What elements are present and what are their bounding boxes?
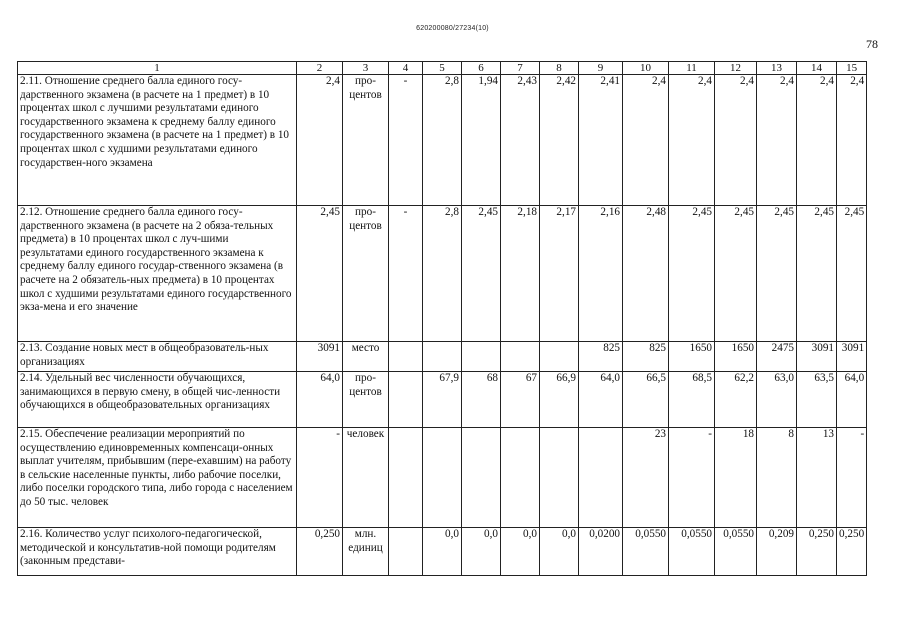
value-cell: 2,42: [540, 75, 579, 206]
value-cell: 0,0: [423, 528, 462, 576]
base-value-cell: 64,0: [297, 372, 343, 428]
value-cell: [423, 428, 462, 528]
header-cell: 12: [715, 62, 757, 75]
column-4-cell: -: [389, 75, 423, 206]
header-cell: 13: [757, 62, 797, 75]
value-cell: 63,0: [757, 372, 797, 428]
value-cell: 67,9: [423, 372, 462, 428]
header-row: [18, 62, 867, 75]
header-cell: 7: [501, 62, 540, 75]
header-cell: 6: [462, 62, 501, 75]
value-cell: 68: [462, 372, 501, 428]
value-cell: [462, 428, 501, 528]
indicators-table: [17, 61, 867, 576]
indicator-description: 2.14. Удельный вес численности обучающихся, занимающихся в первую смену, в общей чис-ленности обучающихся в общеобразовательных организациях: [18, 372, 297, 428]
value-cell: 2,48: [623, 206, 669, 342]
table-row: [18, 528, 867, 576]
value-cell: 1650: [669, 342, 715, 372]
header-cell: 15: [837, 62, 867, 75]
unit-cell: про-центов: [343, 75, 389, 206]
column-4-cell: [389, 528, 423, 576]
unit-cell: про-центов: [343, 206, 389, 342]
unit-cell: человек: [343, 428, 389, 528]
base-value-cell: 3091: [297, 342, 343, 372]
value-cell: 3091: [837, 342, 867, 372]
value-cell: 0,0200: [579, 528, 623, 576]
value-cell: 0,0: [501, 528, 540, 576]
value-cell: 2475: [757, 342, 797, 372]
column-4-cell: [389, 428, 423, 528]
table-row: [18, 372, 867, 428]
unit-cell: место: [343, 342, 389, 372]
value-cell: 2,45: [797, 206, 837, 342]
value-cell: [501, 342, 540, 372]
base-value-cell: 2,4: [297, 75, 343, 206]
header-cell: 4: [389, 62, 423, 75]
value-cell: 67: [501, 372, 540, 428]
value-cell: [423, 342, 462, 372]
value-cell: 0,209: [757, 528, 797, 576]
header-cell: 1: [18, 62, 297, 75]
column-4-cell: [389, 372, 423, 428]
value-cell: 0,0: [540, 528, 579, 576]
value-cell: 2,41: [579, 75, 623, 206]
value-cell: 23: [623, 428, 669, 528]
value-cell: 18: [715, 428, 757, 528]
value-cell: 0,0: [462, 528, 501, 576]
value-cell: 2,4: [669, 75, 715, 206]
unit-cell: млн. единиц: [343, 528, 389, 576]
value-cell: 64,0: [837, 372, 867, 428]
header-cell: 14: [797, 62, 837, 75]
value-cell: 0,250: [837, 528, 867, 576]
value-cell: [579, 428, 623, 528]
value-cell: 2,45: [837, 206, 867, 342]
value-cell: 2,4: [797, 75, 837, 206]
value-cell: 64,0: [579, 372, 623, 428]
value-cell: 2,45: [757, 206, 797, 342]
header-cell: 11: [669, 62, 715, 75]
indicator-description: 2.12. Отношение среднего балла единого госу-дарственного экзамена (в расчете на 2 обяза-тельных предмета) в 10 процентах школ с луч-шими результатами единого государственного экзамена к среднему баллу единого государ-ственного экзамена (в расчете на 2 обязатель-ных предмета) в 10 процентах школ с худшими результатами единого государственного экза-мена и его значение: [18, 206, 297, 342]
header-cell: 9: [579, 62, 623, 75]
value-cell: 8: [757, 428, 797, 528]
indicator-description: 2.13. Создание новых мест в общеобразователь-ных организациях: [18, 342, 297, 372]
value-cell: 825: [623, 342, 669, 372]
indicator-description: 2.16. Количество услуг психолого-педагогической, методической и консультатив-ной помощи родителям (законным представи-: [18, 528, 297, 576]
document-code: 620200080/27234(10): [416, 25, 489, 32]
table-body: [18, 62, 867, 576]
table-row: [18, 342, 867, 372]
value-cell: 2,45: [462, 206, 501, 342]
value-cell: 825: [579, 342, 623, 372]
value-cell: 2,17: [540, 206, 579, 342]
value-cell: 1650: [715, 342, 757, 372]
header-cell: 5: [423, 62, 462, 75]
value-cell: 2,4: [623, 75, 669, 206]
value-cell: 2,45: [715, 206, 757, 342]
indicator-description: 2.15. Обеспечение реализации мероприятий по осуществлению единовременных компенсаци-онных выплат учителям, прибывшим (пере-ехавшим) на работу в сельские населенные пункты, либо рабочие поселки, либо поселки городского типа, либо города с населением до 50 тыс. человек: [18, 428, 297, 528]
value-cell: 0,0550: [623, 528, 669, 576]
value-cell: 2,8: [423, 75, 462, 206]
value-cell: 66,5: [623, 372, 669, 428]
value-cell: 66,9: [540, 372, 579, 428]
header-cell: 10: [623, 62, 669, 75]
indicator-description: 2.11. Отношение среднего балла единого госу-дарственного экзамена (в расчете на 1 предмет) в 10 процентах школ с лучшими результатами единого государственного экзамена к среднему баллу единого государственного экзамена (в расчете на 1 предмет) в 10 процентах школ с худшими результатами единого государствен-ного экзамена: [18, 75, 297, 206]
value-cell: 1,94: [462, 75, 501, 206]
base-value-cell: 2,45: [297, 206, 343, 342]
value-cell: [501, 428, 540, 528]
unit-cell: про-центов: [343, 372, 389, 428]
value-cell: 2,16: [579, 206, 623, 342]
value-cell: 0,250: [797, 528, 837, 576]
page-number: 78: [866, 37, 878, 51]
value-cell: -: [669, 428, 715, 528]
value-cell: 2,45: [669, 206, 715, 342]
value-cell: 68,5: [669, 372, 715, 428]
value-cell: 2,4: [837, 75, 867, 206]
column-4-cell: -: [389, 206, 423, 342]
value-cell: 13: [797, 428, 837, 528]
table-row: [18, 206, 867, 342]
value-cell: -: [837, 428, 867, 528]
value-cell: 2,4: [757, 75, 797, 206]
value-cell: 63,5: [797, 372, 837, 428]
value-cell: 62,2: [715, 372, 757, 428]
value-cell: 2,4: [715, 75, 757, 206]
header-cell: 2: [297, 62, 343, 75]
value-cell: [540, 428, 579, 528]
value-cell: 2,8: [423, 206, 462, 342]
table-row: [18, 428, 867, 528]
value-cell: 0,0550: [715, 528, 757, 576]
base-value-cell: 0,250: [297, 528, 343, 576]
value-cell: 3091: [797, 342, 837, 372]
value-cell: [540, 342, 579, 372]
base-value-cell: -: [297, 428, 343, 528]
value-cell: 0,0550: [669, 528, 715, 576]
value-cell: [462, 342, 501, 372]
header-cell: 3: [343, 62, 389, 75]
table-row: [18, 75, 867, 206]
value-cell: 2,43: [501, 75, 540, 206]
column-4-cell: [389, 342, 423, 372]
header-cell: 8: [540, 62, 579, 75]
value-cell: 2,18: [501, 206, 540, 342]
